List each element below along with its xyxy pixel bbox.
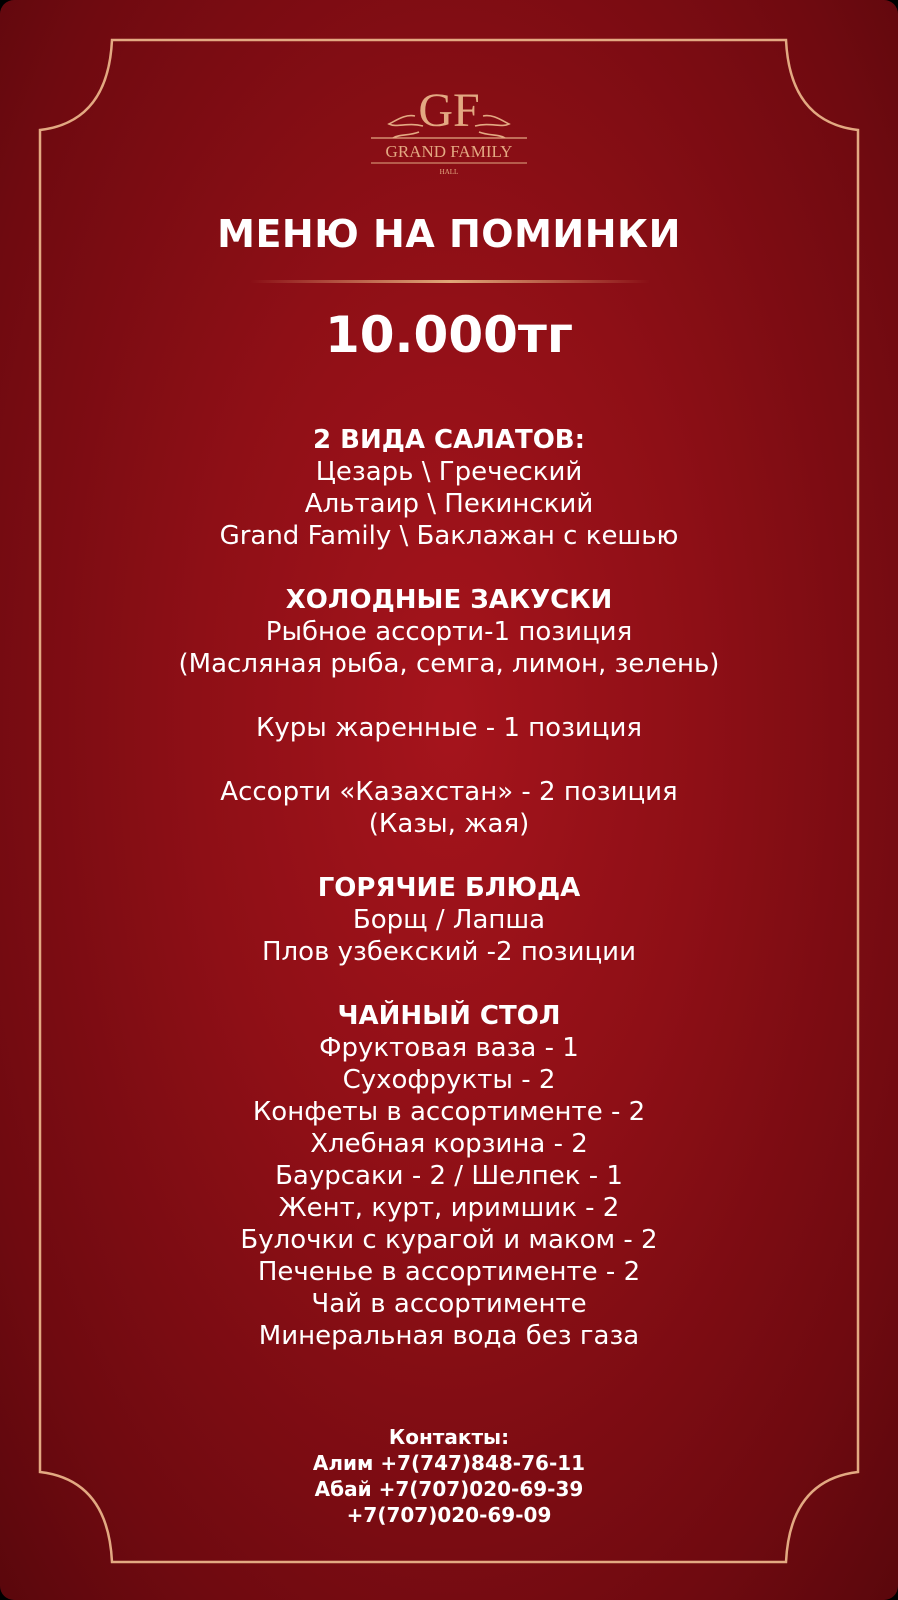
menu-item: Альтаир \ Пекинский (304, 489, 594, 519)
brand-name: GRAND FAMILY (385, 142, 513, 161)
menu-item: Баурсаки - 2 / Шелпек - 1 (275, 1161, 623, 1191)
section-heading: ЧАЙНЫЙ СТОЛ (337, 1001, 561, 1031)
section-hot (0, 872, 898, 968)
menu-item: Рыбное ассорти-1 позиция (265, 617, 633, 647)
menu-item: Grand Family \ Баклажан с кешью (219, 521, 679, 551)
page-title: МЕНЮ НА ПОМИНКИ (217, 212, 681, 256)
menu-item: Борщ / Лапша (352, 905, 546, 935)
menu-item: Печенье в ассортименте - 2 (257, 1257, 641, 1287)
menu-item: Минеральная вода без газа (258, 1321, 640, 1351)
menu-content (0, 424, 898, 1352)
menu-item: Булочки с курагой и маком - 2 (240, 1225, 658, 1255)
grand-family-logo-icon (369, 70, 529, 182)
section-salads (0, 424, 898, 552)
section-cold (0, 584, 898, 840)
menu-item: Жент, курт, иримшик - 2 (278, 1193, 620, 1223)
menu-item: Куры жаренные - 1 позиция (255, 713, 643, 743)
contact-phone[interactable]: +7(707)020-69-09 (346, 1503, 552, 1527)
gold-divider (250, 280, 650, 283)
price: 10.000тг (324, 306, 574, 364)
brand-logo (369, 70, 529, 182)
brand-monogram: GF (418, 84, 480, 137)
menu-item: (Масляная рыба, семга, лимон, зелень) (178, 649, 720, 679)
contacts-block (0, 1424, 898, 1528)
menu-item: (Казы, жая) (368, 809, 530, 839)
menu-item: Хлебная корзина - 2 (310, 1129, 588, 1159)
menu-item: Цезарь \ Греческий (315, 457, 583, 487)
contacts-heading: Контакты: (388, 1425, 510, 1449)
menu-item: Чай в ассортименте (311, 1289, 587, 1319)
section-heading: ХОЛОДНЫЕ ЗАКУСКИ (285, 585, 613, 615)
menu-item: Конфеты в ассортименте - 2 (252, 1097, 646, 1127)
menu-item: Плов узбекский -2 позиции (262, 937, 636, 967)
contact-phone[interactable]: Абай +7(707)020-69-39 (314, 1477, 584, 1501)
brand-sub: HALL (439, 168, 459, 176)
section-heading: 2 ВИДА САЛАТОВ: (312, 425, 586, 455)
section-tea (0, 1000, 898, 1352)
menu-item: Ассорти «Казахстан» - 2 позиция (220, 777, 678, 807)
menu-item: Фруктовая ваза - 1 (319, 1033, 579, 1063)
menu-item: Сухофрукты - 2 (342, 1065, 556, 1095)
section-heading: ГОРЯЧИЕ БЛЮДА (317, 873, 581, 903)
contact-phone[interactable]: Алим +7(747)848-76-11 (312, 1451, 586, 1475)
